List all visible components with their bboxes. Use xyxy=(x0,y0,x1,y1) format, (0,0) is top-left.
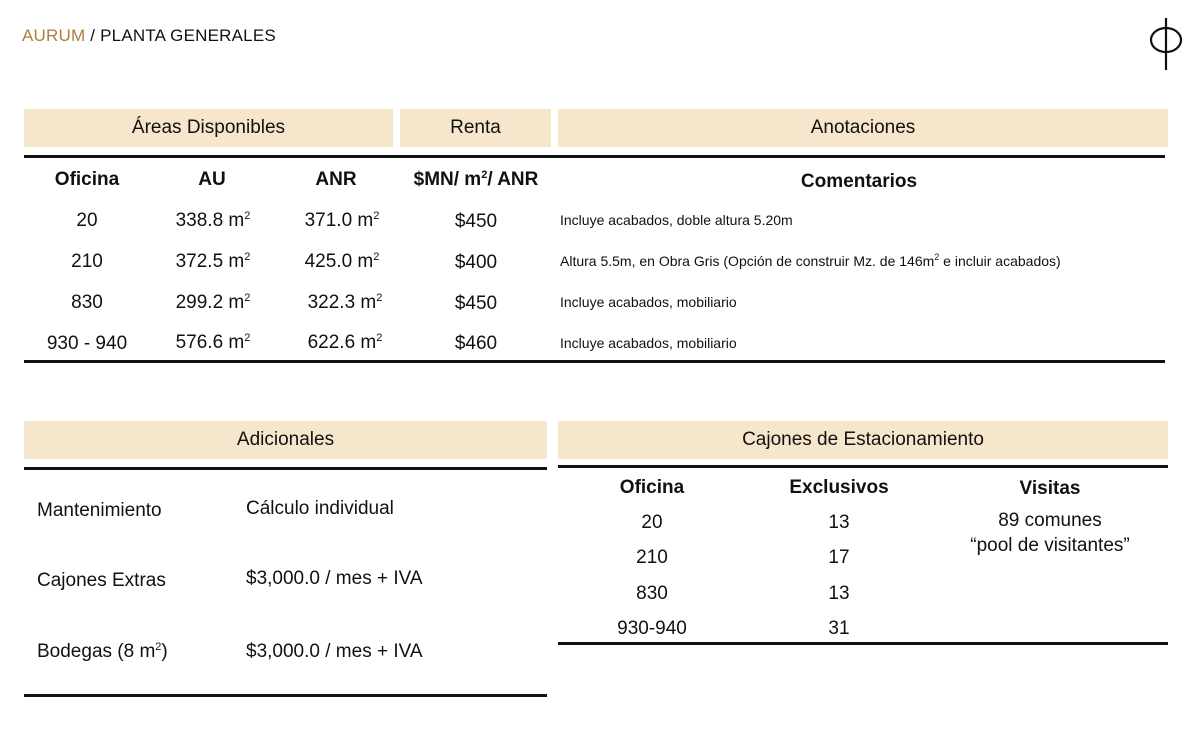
phi-logo-icon xyxy=(1146,14,1186,72)
row2-comentario: Altura 5.5m, en Obra Gris (Opción de construir Mz. de $146m^2$ e incluir acabados) xyxy=(560,252,1061,269)
row2-anr: 425.0 $m^2$ xyxy=(304,251,380,272)
areas-table-bottom-rule xyxy=(24,360,1165,363)
adicional-label-mantenimiento: Mantenimiento xyxy=(37,500,162,521)
breadcrumb-separator: / xyxy=(85,26,101,45)
row4-au: 576.6 $m^2$ xyxy=(175,332,251,353)
col-comentarios: Comentarios xyxy=(800,171,918,192)
row3-renta: $450 xyxy=(454,293,498,314)
row1-comentario: Incluye acabados, doble altura 5.20m xyxy=(560,212,793,228)
adicional-value-cajones-extras: $3,000.0 / mes + IVA xyxy=(246,568,423,589)
est-row4-oficina: 930-940 xyxy=(617,618,687,639)
row2-au: 372.5 $m^2$ xyxy=(175,251,251,272)
estacionamiento-bottom-rule xyxy=(558,642,1168,645)
row1-renta: $450 xyxy=(454,211,498,232)
col-anr: ANR xyxy=(315,169,357,190)
row2-oficina: 210 xyxy=(71,251,103,272)
col-oficina: Oficina xyxy=(54,169,120,190)
row3-au: 299.2 $m^2$ xyxy=(175,292,251,313)
est-row3-oficina: 830 xyxy=(636,583,668,604)
adicionales-top-rule xyxy=(24,467,547,470)
areas-disponibles-header: Áreas Disponibles xyxy=(24,109,393,147)
visitas-comunes: 89 comunes xyxy=(998,510,1102,531)
col-au: AU xyxy=(198,169,226,190)
row4-anr: 622.6 $m^2$ xyxy=(307,332,383,353)
breadcrumb xyxy=(22,26,276,46)
adicional-label-bodegas: Bodegas (8 $m^2$) xyxy=(37,641,168,662)
anotaciones-header: Anotaciones xyxy=(558,109,1168,147)
row1-oficina: 20 xyxy=(76,210,98,231)
est-row3-exclusivos: 13 xyxy=(828,583,850,604)
adicional-value-bodegas: $3,000.0 / mes + IVA xyxy=(246,641,423,662)
visitas-pool: “pool de visitantes” xyxy=(970,535,1130,556)
row4-comentario: Incluye acabados, mobiliario xyxy=(560,335,737,351)
row1-anr: 371.0 $m^2$ xyxy=(304,210,380,231)
est-col-visitas: Visitas xyxy=(1019,478,1081,499)
estacionamiento-header: Cajones de Estacionamiento xyxy=(558,421,1168,459)
adicionales-header: Adicionales xyxy=(24,421,547,459)
estacionamiento-top-rule xyxy=(558,465,1168,468)
row4-renta: $460 xyxy=(454,333,498,354)
est-row4-exclusivos: 31 xyxy=(828,618,850,639)
row3-anr: 322.3 $m^2$ xyxy=(307,292,383,313)
row3-comentario: Incluye acabados, mobiliario xyxy=(560,294,737,310)
areas-table-top-rule xyxy=(24,155,1165,158)
est-row2-oficina: 210 xyxy=(636,547,668,568)
adicionales-bottom-rule xyxy=(24,694,547,697)
adicional-label-cajones-extras: Cajones Extras xyxy=(37,570,166,591)
est-row2-exclusivos: 17 xyxy=(828,547,850,568)
est-col-exclusivos: Exclusivos xyxy=(789,477,889,498)
brand-name: AURUM xyxy=(22,26,86,45)
adicional-value-mantenimiento: Cálculo individual xyxy=(246,498,394,519)
col-renta-unit: $MN/ $m^2/$ ANR xyxy=(413,169,539,190)
est-row1-oficina: 20 xyxy=(641,512,663,533)
row3-oficina: 830 xyxy=(71,292,103,313)
renta-header: Renta xyxy=(400,109,551,147)
row2-renta: $400 xyxy=(454,252,498,273)
row4-oficina: 930 - 940 xyxy=(46,333,128,354)
breadcrumb-section: PLANTA GENERALES xyxy=(100,26,276,45)
row1-au: 338.8 $m^2$ xyxy=(175,210,251,231)
est-row1-exclusivos: 13 xyxy=(828,512,850,533)
est-col-oficina: Oficina xyxy=(619,477,685,498)
